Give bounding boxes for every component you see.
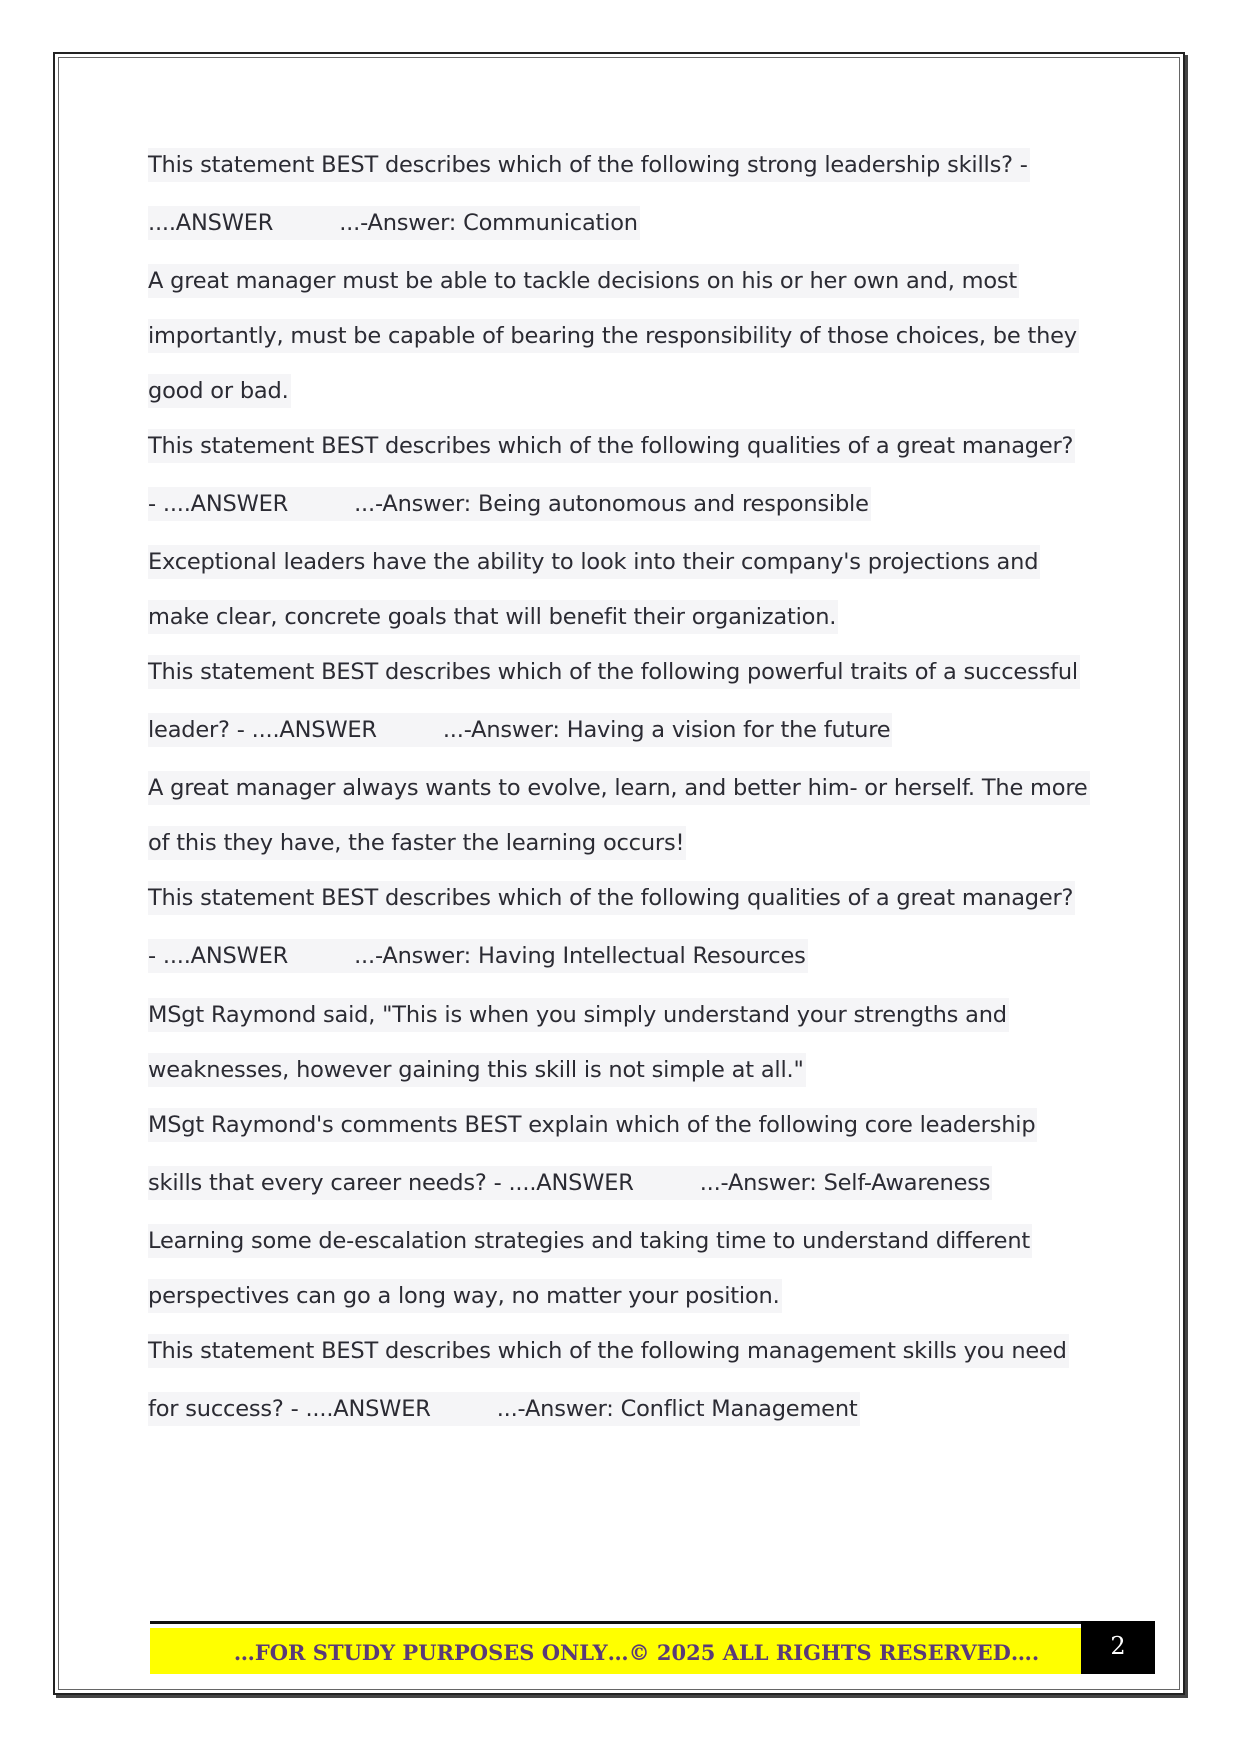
text-line: make clear, concrete goals that will benefit their organization.	[148, 600, 838, 634]
text-line: Exceptional leaders have the ability to look into their company's projections and	[148, 545, 1040, 579]
text-line: This statement BEST describes which of the following qualities of a great manager?	[148, 429, 1075, 463]
footer-rule	[150, 1621, 1083, 1624]
text-line: A great manager must be able to tackle decisions on his or her own and, most	[148, 264, 1019, 298]
text-line: This statement BEST describes which of the following powerful traits of a successful	[148, 655, 1080, 689]
text-line: perspectives can go a long way, no matter your position.	[148, 1279, 782, 1313]
page-number: 2	[1081, 1621, 1155, 1674]
text-line: MSgt Raymond said, "This is when you simply understand your strengths and	[148, 998, 1009, 1032]
answer-line: for success? - ....ANSWER ...-Answer: Conflict Management	[148, 1392, 860, 1426]
text-line: importantly, must be capable of bearing the responsibility of those choices, be they	[148, 319, 1079, 353]
answer-line: - ....ANSWER ...-Answer: Having Intellectual Resources	[148, 939, 808, 973]
page-border-inner	[58, 57, 1180, 1690]
text-line: A great manager always wants to evolve, learn, and better him- or herself. The more	[148, 771, 1090, 805]
text-line: Learning some de-escalation strategies and taking time to understand different	[148, 1224, 1032, 1258]
text-line: good or bad.	[148, 374, 291, 408]
text-line: of this they have, the faster the learning occurs!	[148, 826, 686, 860]
answer-line: skills that every career needs? - ....ANSWER ...-Answer: Self-Awareness	[148, 1166, 992, 1200]
answer-line: leader? - ....ANSWER ...-Answer: Having a vision for the future	[148, 713, 892, 747]
text-line: MSgt Raymond's comments BEST explain which of the following core leadership	[148, 1108, 1037, 1142]
answer-line: ....ANSWER ...-Answer: Communication	[148, 206, 640, 240]
text-line: weaknesses, however gaining this skill is not simple at all."	[148, 1053, 806, 1087]
answer-line: - ....ANSWER ...-Answer: Being autonomous and responsible	[148, 487, 871, 521]
footer-copyright: …FOR STUDY PURPOSES ONLY…© 2025 ALL RIGHTS RESERVED….	[150, 1628, 1083, 1674]
text-line: This statement BEST describes which of the following management skills you need	[148, 1334, 1069, 1368]
text-line: This statement BEST describes which of the following strong leadership skills? -	[148, 148, 1030, 182]
text-line: This statement BEST describes which of the following qualities of a great manager?	[148, 881, 1075, 915]
